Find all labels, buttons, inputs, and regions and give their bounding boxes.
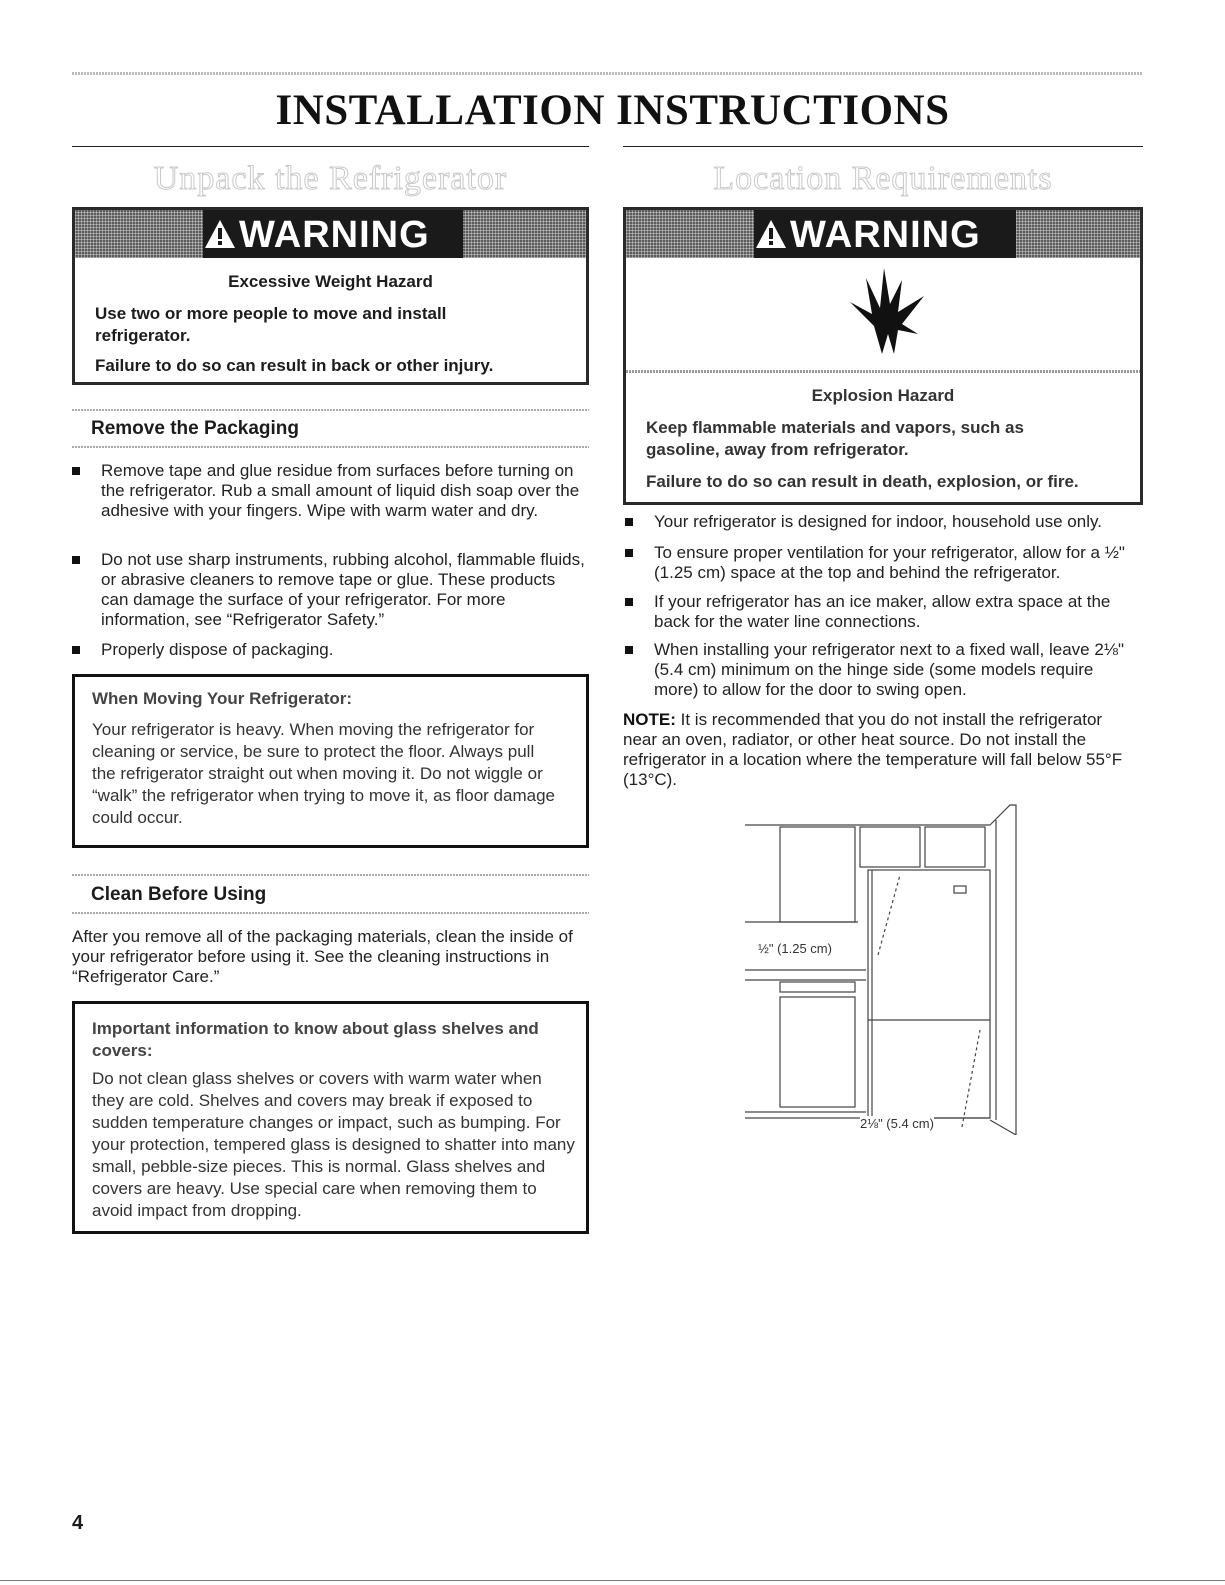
warning-label: WARNING — [754, 214, 981, 257]
remove-packaging-heading: Remove the Packaging — [91, 418, 300, 439]
side-clearance-label: 2⅛" (5.4 cm) — [860, 1116, 934, 1131]
bullet-icon — [625, 646, 633, 654]
warning-hazard-title: Excessive Weight Hazard — [228, 272, 433, 291]
page-number: 4 — [72, 1512, 84, 1534]
explosion-icon — [844, 268, 928, 358]
moving-box-text: Your refrigerator is heavy. When moving the refrigerator for cleaning or service, be sure to protect the floor. Always pull the refrigerator straight out when moving it. Do not wiggle or “walk” the refrigerator when trying to move it, as floor damage could occur. — [92, 720, 555, 827]
moving-box-title: When Moving Your Refrigerator: — [92, 689, 353, 708]
clean-before-using-heading: Clean Before Using — [91, 884, 267, 905]
warning-triangle-icon — [203, 218, 237, 250]
warning-text-2: Failure to do so can result in back or other injury. — [95, 356, 494, 375]
bullet-icon — [625, 598, 633, 606]
top-clearance-label: ½" (1.25 cm) — [758, 941, 832, 956]
warning-text-1: Keep flammable materials and vapors, such as gasoline, away from refrigerator. — [646, 418, 1024, 459]
bottom-rule — [0, 1580, 1225, 1581]
list-item: Do not use sharp instruments, rubbing alcohol, flammable fluids, or abrasive cleaners to remove tape or glue. These products can damage the surface of your refrigerator. For more information, see “Refrigerator Safety.” — [101, 550, 586, 630]
glass-box-text: Do not clean glass shelves or covers with warm water when they are cold. Shelves and covers may break if exposed to sudden temperature changes or impact, such as bumping. For your protection, tempered glass is designed to shatter into many small, pebble-size pieces. This is normal. Glass shelves and covers are heavy. Use special care when removing them to avoid impact from dropping. — [92, 1069, 575, 1220]
note-label: NOTE: — [623, 710, 676, 729]
page-title: INSTALLATION INSTRUCTIONS — [275, 87, 950, 134]
list-item: Your refrigerator is designed for indoor, household use only. — [654, 512, 1144, 532]
location-note — [623, 710, 1135, 790]
left-column-rule — [72, 146, 589, 147]
list-item: To ensure proper ventilation for your refrigerator, allow for a ½" (1.25 cm) space at the top and behind the refrigerator. — [654, 543, 1134, 583]
bullet-icon — [72, 467, 80, 475]
warning-text-1: Use two or more people to move and install refrigerator. — [95, 304, 447, 345]
explosion-warning-box — [623, 207, 1143, 505]
unpack-section-title: Unpack the Refrigerator — [153, 160, 508, 197]
bullet-icon — [625, 549, 633, 557]
weight-warning-box — [72, 207, 589, 385]
list-item: If your refrigerator has an ice maker, allow extra space at the back for the water line connections. — [654, 592, 1140, 632]
list-item: Properly dispose of packaging. — [101, 640, 586, 660]
list-item: Remove tape and glue residue from surfaces before turning on the refrigerator. Rub a small amount of liquid dish soap over the adhesive with your fingers. Wipe with warm water and dry. — [101, 461, 586, 521]
warning-text-2: Failure to do so can result in death, explosion, or fire. — [646, 472, 1079, 491]
clearance-diagram — [740, 800, 1030, 1135]
warning-label: WARNING — [203, 214, 430, 257]
location-section-title: Location Requirements — [713, 160, 1053, 197]
glass-box-title: Important information to know about glass shelves and covers: — [92, 1019, 539, 1060]
moving-info-box — [72, 674, 589, 848]
top-dotted-rule — [72, 72, 1143, 75]
right-column-rule — [623, 146, 1143, 147]
bullet-icon — [625, 518, 633, 526]
warning-triangle-icon — [754, 218, 788, 250]
clean-paragraph: After you remove all of the packaging materials, clean the inside of your refrigerator before using it. See the cleaning instructions in “Refrigerator Care.” — [72, 927, 573, 986]
list-item: When installing your refrigerator next to a fixed wall, leave 2⅛" (5.4 cm) minimum on the hinge side (some models require more) to allow for the door to swing open. — [654, 640, 1134, 700]
warning-hazard-title: Explosion Hazard — [811, 386, 955, 405]
note-text: It is recommended that you do not install the refrigerator near an oven, radiator, or other heat source. Do not install the refrigerator in a location where the temperature will fall below 55°F (13°C). — [623, 710, 1123, 789]
bullet-icon — [72, 556, 80, 564]
bullet-icon — [72, 646, 80, 654]
glass-info-box — [72, 1001, 589, 1234]
